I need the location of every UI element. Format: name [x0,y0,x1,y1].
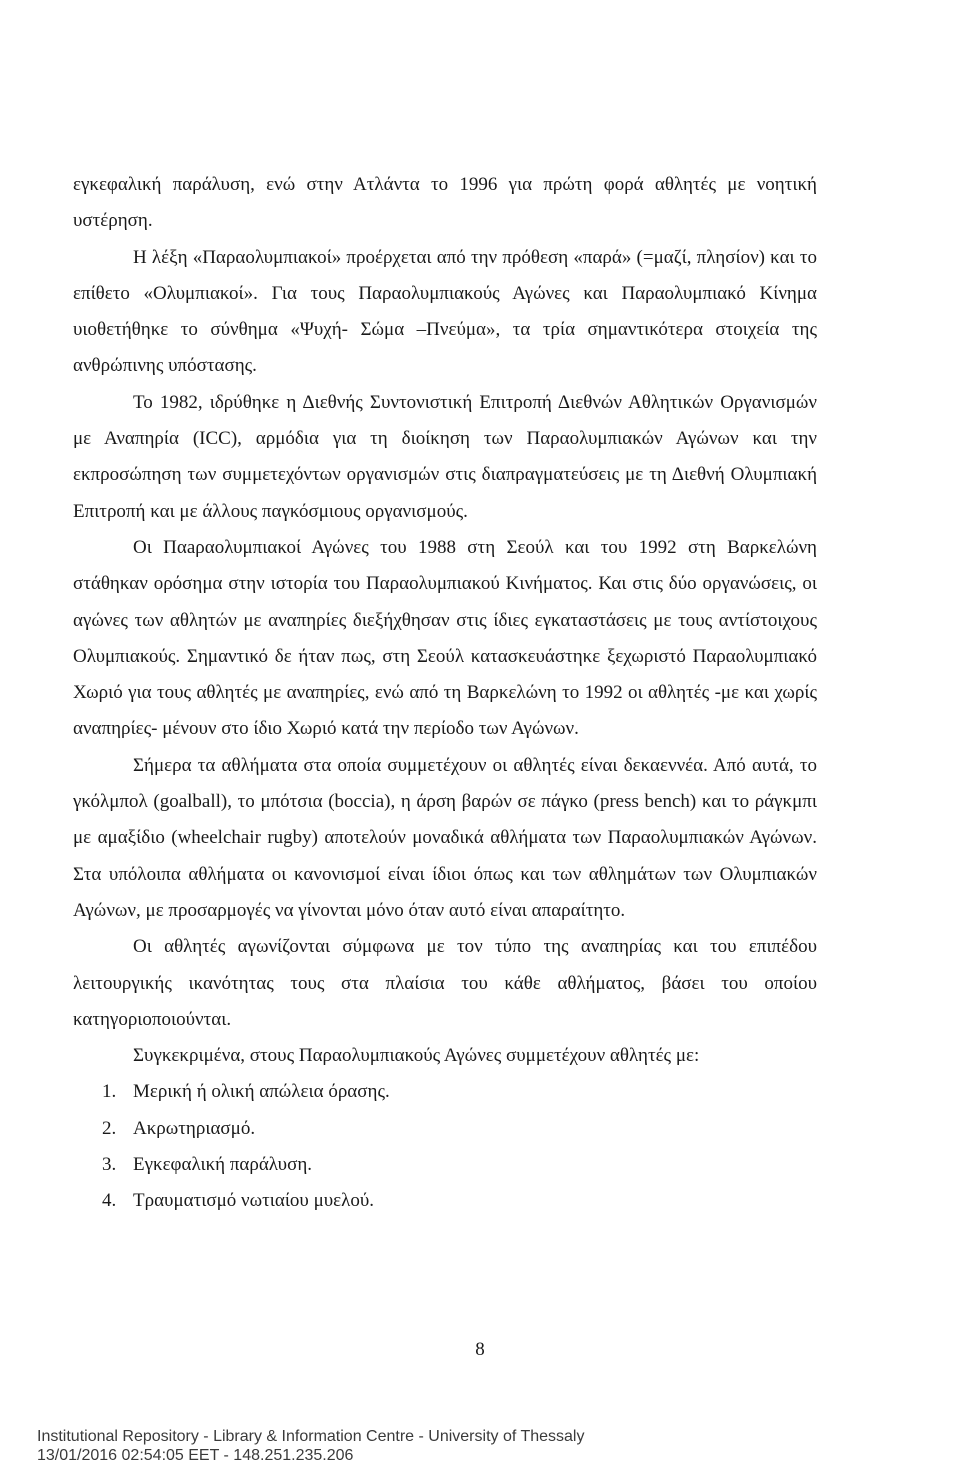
list-item-number: 1. [102,1081,117,1103]
paragraph-list-intro: Συγκεκριμένα, στους Παραολυμπιακούς Αγώνες συμμετέχουν αθλητές με: [133,1045,700,1067]
disability-list [73,1074,817,1219]
paragraph-seoul-barcelona: Οι Παaραολυμπιακοί Αγώνες του 1988 στη Σεούλ και του 1992 στη Βαρκελώνη στάθηκαν ορόσημα στην ιστορία του Παραολυμπιακού Κινήματος. Και στις δύο οργανώσεις, οι αγώνες των αθλητών με αναπηρίες διεξήχθησαν στις ίδιες εγκαταστάσεις με τους αντίστοιχους Ολυμπιακούς. Σημαντικό δε ήταν πως, στη Σεούλ κατασκευάστηκε ξεχωριστό Παραολυμπιακό Χωριό για τους αθλητές με αναπηρίες, ενώ από τη Βαρκελώνη το 1992 οι αθλητές -με και χωρίς αναπηρίες- μένουν στο ίδιο Χωριό κατά την περίοδο των Αγώνων. [73,536,817,740]
list-item-number: 2. [102,1117,117,1139]
paragraph-word-origin: Η λέξη «Παραολυμπιακοί» προέρχεται από την πρόθεση «παρά» (=μαζί, πλησίον) και το επίθετο «Ολυμπιακοί». Για τους Παραολυμπιακούς Αγώνες και Παραολυμπιακό Κίνημα υιοθετήθηκε το σύνθημα «Ψυχή- Σώμα –Πνεύμα», τα τρία σημαντικότερα στοιχεία της ανθρώπινης υπόστασης. [73,246,817,377]
paragraph-sports: Σήμερα τα αθλήματα στα οποία συμμετέχουν οι αθλητές είναι δεκαεννέα. Από αυτά, το γκόλμπολ (goalball), το μπότσια (boccia), η άρση βαρών σε πάγκο (press bench) και το ράγκμπι με αμαξίδιο (wheelchair rugby) αποτελούν μοναδικά αθλήματα των Παραολυμπιακών Αγώνων. Στα υπόλοιπα αθλήματα οι κανονισμοί είναι ίδιοι όπως και των αθλημάτων των Ολυμπιακών Αγώνων, με προσαρμογές να γίνονται μόνο όταν αυτό είναι απαραίτητο. [73,754,817,921]
paragraph-icc: Το 1982, ιδρύθηκε η Διεθνής Συντονιστική Επιτροπή Διεθνών Αθλητικών Οργανισμών με Αναπηρία (ICC), αρμόδια για τη διοίκηση των Παραολυμπιακών Αγώνων και την εκπροσώπηση των συμμετεχόντων οργανισμών στις διαπραγματεύσεις με τη Διεθνή Ολυμπιακή Επιτροπή και με άλλους παγκόσμιους οργανισμούς. [73,391,817,522]
repository-footer [37,1427,584,1465]
list-item-text: Τραυματισμό νωτιαίου μυελού. [133,1190,375,1212]
list-item-text: Μερική ή ολική απώλεια όρασης. [133,1081,390,1103]
document-body [73,167,817,1220]
list-item [73,1111,817,1147]
list-item [73,1183,817,1219]
list-item-number: 4. [102,1190,117,1212]
paragraph-continuation: εγκεφαλική παράλυση, ενώ στην Ατλάντα το 1996 για πρώτη φορά αθλητές με νοητική υστέρηση. [73,174,817,232]
paragraph-classification: Οι αθλητές αγωνίζονται σύμφωνα με τον τύπο της αναπηρίας και του επιπέδου λειτουργικής ικανότητας τους στα πλαίσια του κάθε αθλήματος, βάσει του οποίου κατηγοριοποιούνται. [73,936,817,1030]
page-number: 8 [475,1339,485,1360]
list-item [73,1074,817,1110]
footer-line-timestamp: 13/01/2016 02:54:05 EET - 148.251.235.206 [37,1447,354,1464]
list-item-text: Εγκεφαλική παράλυση. [133,1154,313,1176]
list-item-number: 3. [102,1154,117,1176]
list-item-text: Ακρωτηριασμό. [133,1117,256,1139]
list-item [73,1147,817,1183]
footer-line-repository: Institutional Repository - Library & Information Centre - University of Thessaly [37,1428,585,1445]
